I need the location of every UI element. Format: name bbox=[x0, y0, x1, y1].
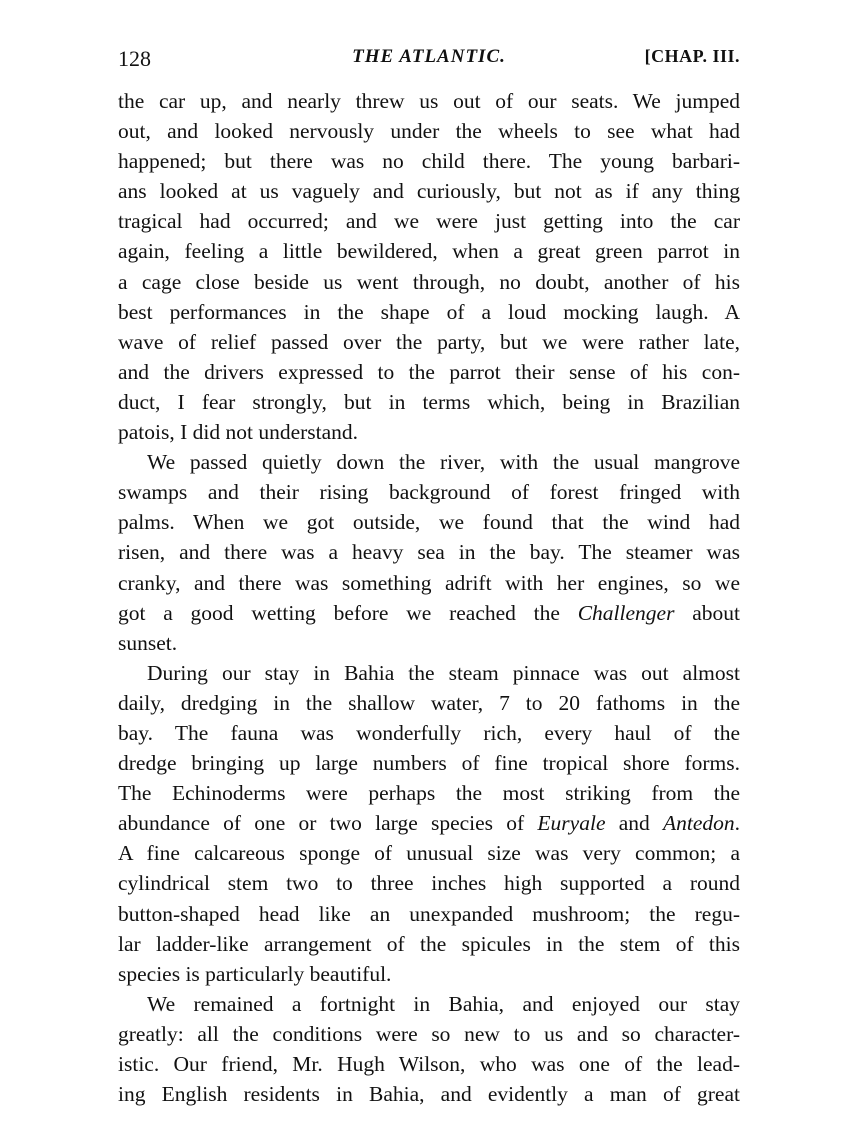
body-text bbox=[118, 86, 740, 1109]
text-segment: and the drivers expressed to the parrot their sense of his con- bbox=[118, 359, 740, 384]
text-segment: best performances in the shape of a loud mocking laugh. A bbox=[118, 299, 740, 324]
text-segment: We remained a fortnight in Bahia, and enjoyed our stay bbox=[147, 991, 740, 1016]
text-segment: istic. Our friend, Mr. Hugh Wilson, who was one of the lead- bbox=[118, 1052, 740, 1076]
text-line bbox=[118, 658, 740, 688]
text-line bbox=[118, 568, 740, 598]
text-line bbox=[118, 688, 740, 718]
page-header bbox=[118, 46, 740, 76]
text-line bbox=[118, 778, 740, 808]
text-segment: cylindrical stem two to three inches high supported a round bbox=[118, 871, 740, 896]
page-number: 128 bbox=[118, 46, 151, 71]
text-line bbox=[118, 718, 740, 748]
text-segment: During our stay in Bahia the steam pinnace was out almost bbox=[147, 660, 740, 685]
text-segment: palms. When we got outside, we found that the wind had bbox=[118, 510, 740, 535]
text-segment: risen, and there was a heavy sea in the bay. The steamer was bbox=[118, 540, 740, 565]
text-line bbox=[118, 989, 740, 1019]
text-segment: dredge bringing up large numbers of fine tropical shore forms. bbox=[118, 751, 740, 776]
text-segment: species is particularly beautiful. bbox=[118, 961, 392, 986]
text-segment: again, feeling a little bewildered, when a great green parrot in bbox=[118, 239, 740, 264]
text-segment: bay. The fauna was wonderfully rich, every haul of the bbox=[118, 720, 740, 745]
text-segment: The Echinoderms were perhaps the most striking from the bbox=[118, 781, 740, 806]
text-segment: daily, dredging in the shallow water, 7 to 20 fathoms in the bbox=[118, 690, 740, 715]
text-segment: We passed quietly down the river, with the usual mangrove bbox=[147, 450, 740, 475]
text-line bbox=[118, 146, 740, 176]
text-line bbox=[118, 116, 740, 146]
text-line bbox=[118, 86, 740, 116]
text-line bbox=[118, 748, 740, 778]
italic-term: Antedon bbox=[662, 811, 735, 836]
text-line bbox=[118, 868, 740, 898]
text-line bbox=[118, 176, 740, 206]
text-segment: greatly: all the conditions were so new to us and so character- bbox=[118, 1021, 740, 1046]
text-segment: the car up, and nearly threw us out of our seats. We jumped bbox=[118, 89, 740, 113]
text-line bbox=[118, 808, 740, 838]
text-line bbox=[118, 959, 740, 989]
text-segment: patois, I did not understand. bbox=[118, 420, 359, 445]
text-line bbox=[118, 417, 740, 447]
text-line bbox=[118, 297, 740, 327]
chapter-reference: [CHAP. III. bbox=[644, 46, 740, 66]
text-segment: wave of relief passed over the party, but we were rather late, bbox=[118, 329, 740, 354]
text-segment: got a good wetting before we reached the bbox=[118, 600, 578, 625]
text-line bbox=[118, 1019, 740, 1049]
text-line bbox=[118, 387, 740, 417]
text-line bbox=[118, 929, 740, 959]
text-segment: out, and looked nervously under the wheels to see what had bbox=[118, 119, 740, 144]
italic-term: Challenger bbox=[577, 600, 675, 625]
text-line bbox=[118, 477, 740, 507]
running-title: THE ATLANTIC. bbox=[352, 46, 506, 67]
text-segment: about bbox=[674, 600, 740, 625]
text-line bbox=[118, 838, 740, 868]
text-line bbox=[118, 206, 740, 236]
text-segment: A fine calcareous sponge of unusual size was very common; a bbox=[118, 841, 740, 866]
text-segment: happened; but there was no child there. The young barbari- bbox=[118, 149, 740, 174]
text-line bbox=[118, 1079, 740, 1109]
text-line bbox=[118, 447, 740, 477]
text-segment: a cage close beside us went through, no doubt, another of his bbox=[118, 269, 740, 294]
text-line bbox=[118, 899, 740, 929]
text-segment: ing English residents in Bahia, and evidently a man of great bbox=[118, 1082, 740, 1107]
text-segment: ans looked at us vaguely and curiously, but not as if any thing bbox=[118, 179, 740, 204]
text-segment: cranky, and there was something adrift with her engines, so we bbox=[118, 570, 740, 595]
text-line bbox=[118, 507, 740, 537]
text-segment: duct, I fear strongly, but in terms which, being in Brazilian bbox=[118, 389, 740, 414]
text-line bbox=[118, 598, 740, 628]
text-segment: . bbox=[734, 811, 741, 836]
text-line bbox=[118, 267, 740, 297]
text-segment: sunset. bbox=[118, 630, 178, 655]
text-line bbox=[118, 537, 740, 567]
text-line bbox=[118, 1049, 740, 1079]
text-segment: tragical had occurred; and we were just getting into the car bbox=[118, 209, 740, 234]
text-line bbox=[118, 357, 740, 387]
text-segment: abundance of one or two large species of bbox=[118, 811, 538, 836]
text-segment: swamps and their rising background of forest fringed with bbox=[118, 480, 740, 505]
text-segment: lar ladder-like arrangement of the spicules in the stem of this bbox=[118, 931, 740, 956]
text-segment: and bbox=[605, 811, 663, 836]
italic-term: Euryale bbox=[537, 811, 606, 836]
text-line bbox=[118, 327, 740, 357]
text-line bbox=[118, 628, 740, 658]
text-segment: button-shaped head like an unexpanded mushroom; the regu- bbox=[118, 901, 740, 926]
text-line bbox=[118, 236, 740, 266]
